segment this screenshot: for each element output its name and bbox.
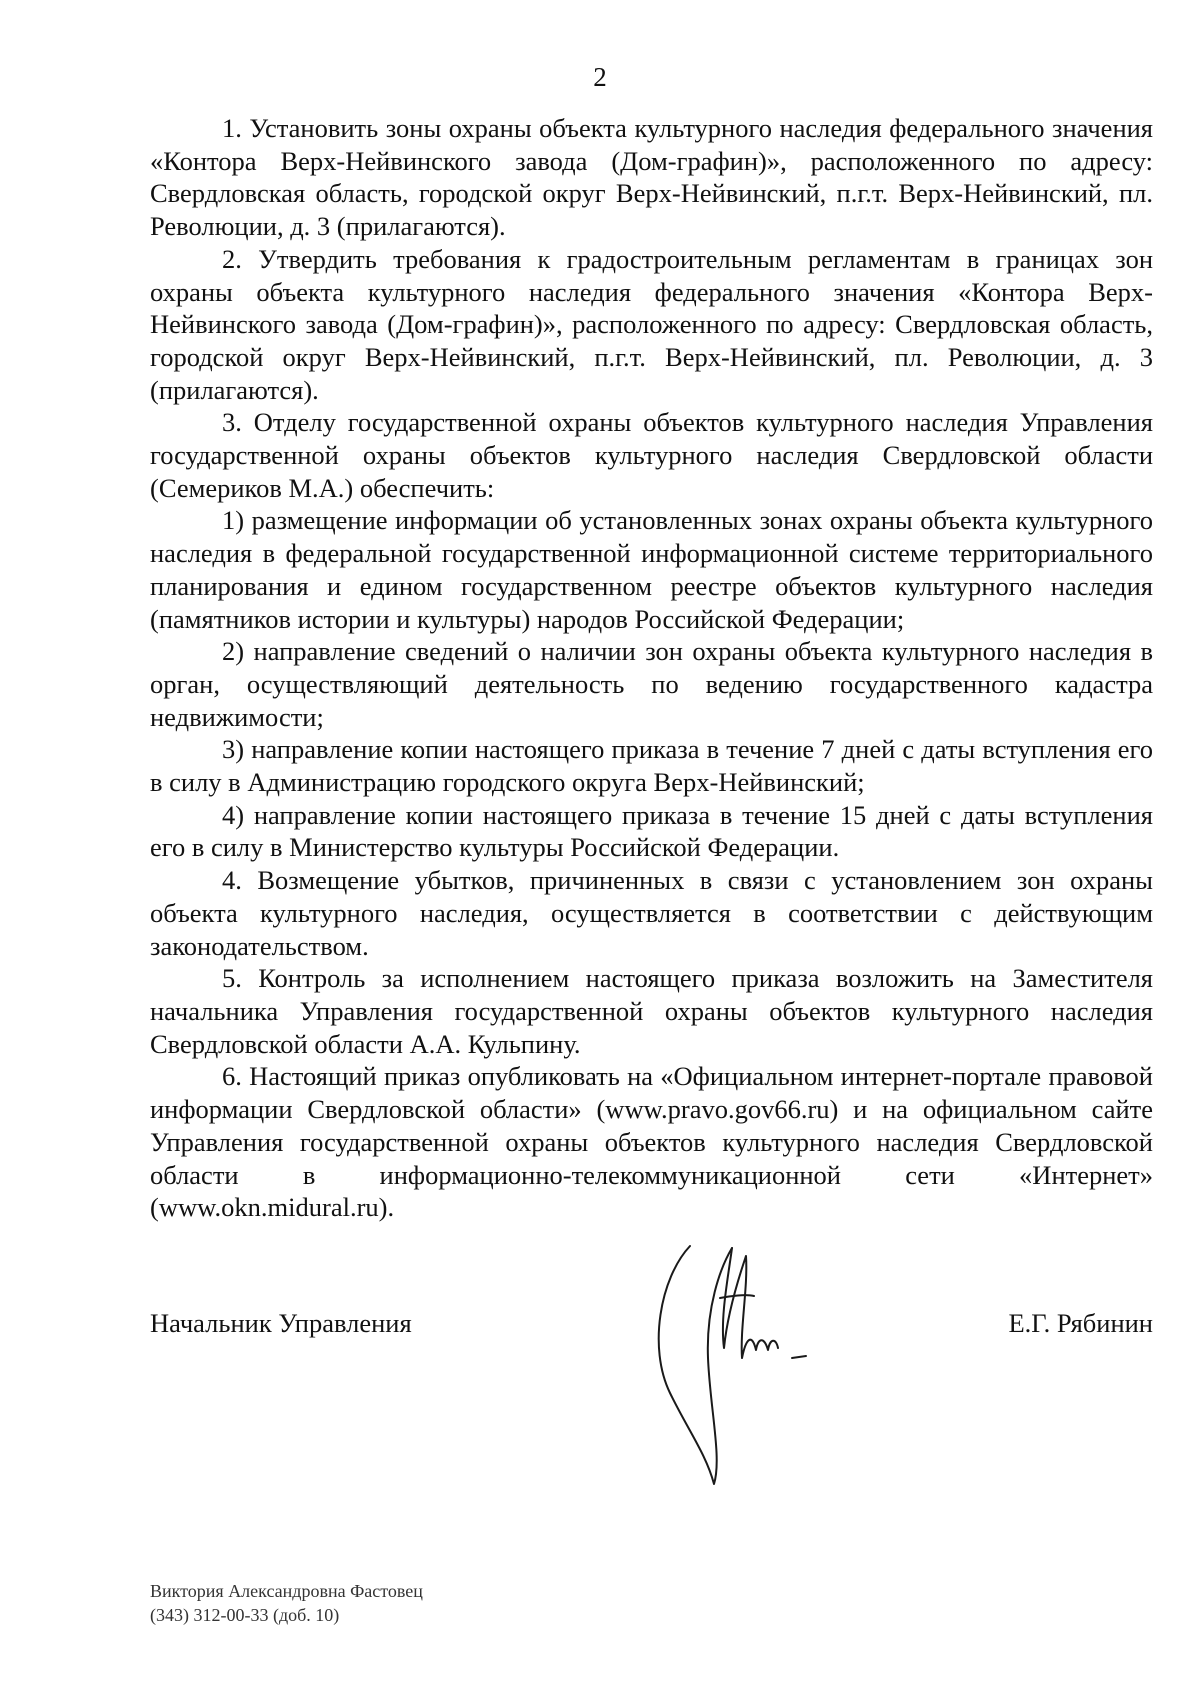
paragraph-3-item-4: 4) направление копии настоящего приказа в течение 15 дней с даты вступления его в силу в Министерство культуры Российской Федерации. (150, 799, 1153, 863)
page-number: 2 (593, 62, 607, 92)
paragraph-3: 3. Отделу государственной охраны объектов культурного наследия Управления государственной охраны объектов культурного наследия Свердловской области (Семериков М.А.) обеспечить: (150, 407, 1153, 503)
signatory-name: Е.Г. Рябинин (1008, 1308, 1153, 1338)
executor-info (150, 1579, 423, 1627)
executor-name: Виктория Александровна Фастовец (150, 1581, 423, 1601)
paragraph-3-item-2: 2) направление сведений о наличии зон охраны объекта культурного наследия в орган, осуществляющий деятельность по ведению государственного кадастра недвижимости; (150, 636, 1153, 732)
document-body (150, 112, 1153, 1224)
paragraph-3-item-1: 1) размещение информации об установленных зонах охраны объекта культурного наследия в федеральной государственной информационной системе территориального планирования и едином государственном реестре объектов культурного наследия (памятников истории и культуры) народов Российской Федерации; (150, 505, 1153, 634)
handwritten-signature (650, 1238, 890, 1488)
paragraph-4: 4. Возмещение убытков, причиненных в связи с установлением зон охраны объекта культурного наследия, осуществляется в соответствии с действующим законодательством. (150, 865, 1153, 961)
executor-phone: (343) 312-00-33 (доб. 10) (150, 1605, 340, 1625)
paragraph-5: 5. Контроль за исполнением настоящего приказа возложить на Заместителя начальника Управления государственной охраны объектов культурного наследия Свердловской области А.А. Кульпину. (150, 963, 1153, 1059)
paragraph-2: 2. Утвердить требования к градостроительным регламентам в границах зон охраны объекта культурного наследия федерального значения «Контора Верх-Нейвинского завода (Дом-графин)», расположенного по адресу: Свердловская область, городской округ Верх-Нейвинский, п.г.т. Верх-Нейвинский, пл. Революции, д. 3 (прилагаются). (150, 243, 1153, 405)
paragraph-1: 1. Установить зоны охраны объекта культурного наследия федерального значения «Контора Верх-Нейвинского завода (Дом-графин)», расположенного по адресу: Свердловская область, городской округ Верх-Нейвинский, п.г.т. Верх-Нейвинский, пл. Революции, д. 3 (прилагаются). (150, 113, 1153, 242)
paragraph-3-item-3: 3) направление копии настоящего приказа в течение 7 дней с даты вступления его в силу в Администрацию городского округа Верх-Нейвинский; (150, 734, 1153, 798)
paragraph-6: 6. Настоящий приказ опубликовать на «Официальном интернет-портале правовой информации Свердловской области» (www.pravo.gov66.ru) и на официальном сайте Управления государственной охраны объектов культурного наследия Свердловской области в информационно-телекоммуникационной сети «Интернет» (www.okn.midural.ru). (150, 1061, 1153, 1223)
signatory-position: Начальник Управления (150, 1308, 412, 1338)
